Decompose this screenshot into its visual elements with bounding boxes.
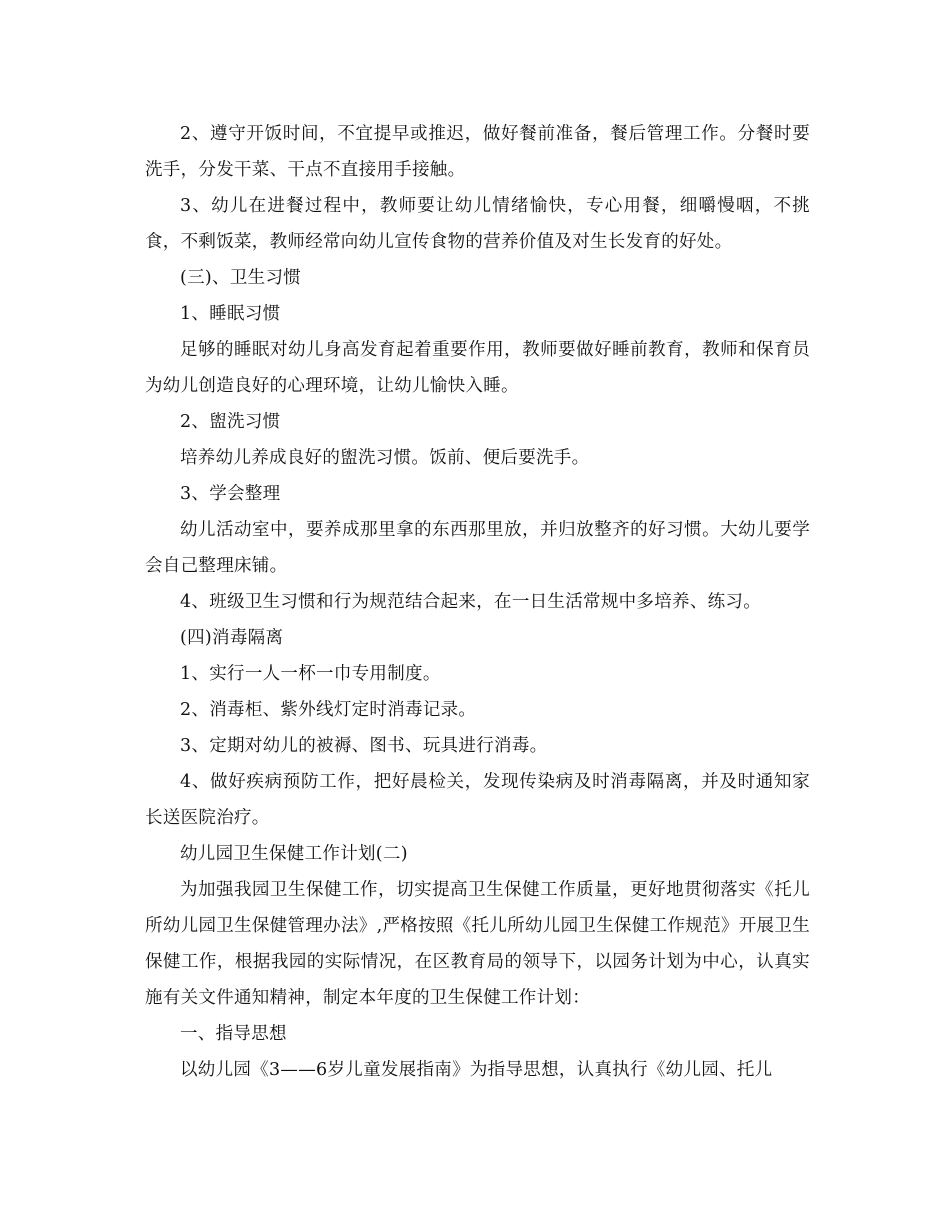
paragraph-regular-disinfection: 3、定期对幼儿的被褥、图书、玩具进行消毒。 — [180, 736, 548, 756]
paragraph-class-hygiene: 4、班级卫生习惯和行为规范结合起来，在一日生活常规中多培养、练习。 — [180, 592, 762, 612]
paragraph-tidying: 幼儿活动室中，要养成那里拿的东西那里放，并归放整齐的好习惯。大幼儿要学会自己整理床铺。 — [145, 520, 810, 576]
paragraph-meal-time: 2、遵守开饭时间，不宜提早或推迟，做好餐前准备，餐后管理工作。分餐时要洗手，分发干菜、干点不直接用手接触。 — [145, 124, 810, 180]
paragraph-guiding-ideology: 以幼儿园《3——6岁儿童发展指南》为指导思想，认真执行《幼儿园、托儿 — [180, 1060, 773, 1080]
paragraph-disinfection-cabinet: 2、消毒柜、紫外线灯定时消毒记录。 — [180, 700, 477, 720]
subheading-tidying: 3、学会整理 — [180, 484, 281, 504]
subheading-washing-habits: 2、盥洗习惯 — [180, 412, 281, 432]
section-heading-disinfection: (四)消毒隔离 — [180, 628, 284, 648]
document-subtitle-plan-two: 幼儿园卫生保健工作计划(二) — [180, 844, 408, 864]
paragraph-washing: 培养幼儿养成良好的盥洗习惯。饭前、便后要洗手。 — [180, 448, 590, 468]
paragraph-disease-prevention: 4、做好疾病预防工作，把好晨检关，发现传染病及时消毒隔离，并及时通知家长送医院治疗。 — [145, 772, 810, 828]
paragraph-one-cup-one-towel: 1、实行一人一杯一巾专用制度。 — [180, 664, 441, 684]
document-body — [145, 116, 810, 1088]
section-heading-guiding-ideology: 一、指导思想 — [180, 1024, 287, 1044]
subheading-sleep-habits: 1、睡眠习惯 — [180, 304, 281, 324]
paragraph-sleep: 足够的睡眠对幼儿身高发育起着重要作用，教师要做好睡前教育，教师和保育员为幼儿创造良好的心理环境，让幼儿愉快入睡。 — [145, 340, 810, 396]
paragraph-eating-process: 3、幼儿在进餐过程中，教师要让幼儿情绪愉快，专心用餐，细嚼慢咽，不挑食，不剩饭菜，教师经常向幼儿宣传食物的营养价值及对生长发育的好处。 — [145, 196, 810, 252]
section-heading-hygiene-habits: (三)、卫生习惯 — [180, 268, 302, 288]
paragraph-plan-intro: 为加强我园卫生保健工作，切实提高卫生保健工作质量，更好地贯彻落实《托儿所幼儿园卫生保健管理办法》,严格按照《托儿所幼儿园卫生保健工作规范》开展卫生保健工作，根据我园的实际情况，在区教育局的领导下，以园务计划为中心，认真实施有关文件通知精神，制定本年度的卫生保健工作计划： — [145, 880, 810, 1008]
